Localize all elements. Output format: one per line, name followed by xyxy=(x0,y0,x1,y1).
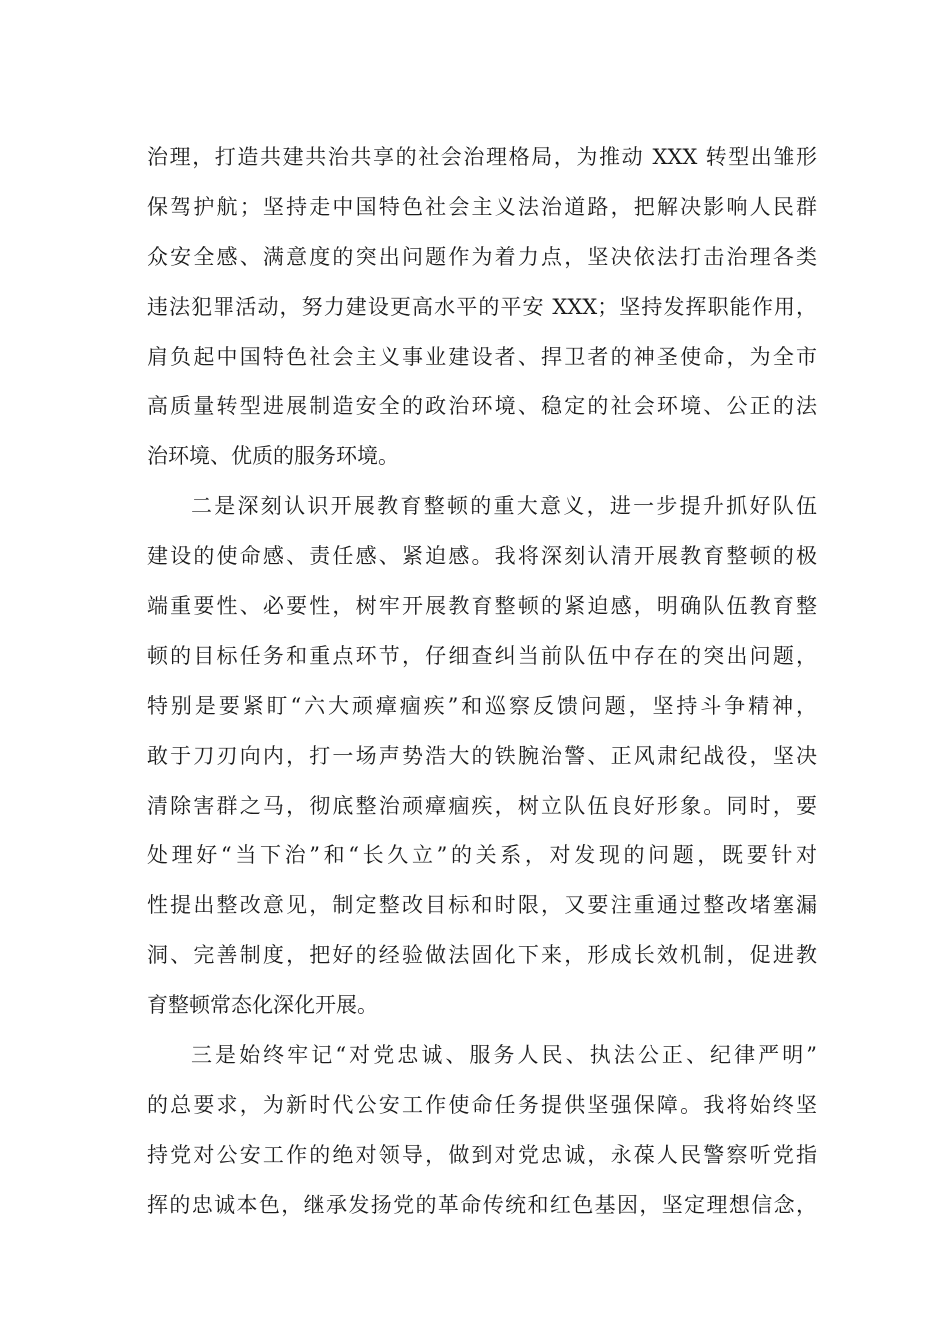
text-line: 违法犯罪活动，努力建设更高水平的平安 XXX；坚持发挥职能作用， xyxy=(147,294,817,319)
text-line: 特别是要紧盯“六大顽瘴痼疾”和巡察反馈问题，坚持斗争精神， xyxy=(147,693,817,718)
text-line: 众安全感、满意度的突出问题作为着力点，坚决依法打击治理各类 xyxy=(147,244,817,269)
body-text xyxy=(147,133,817,1231)
text-line: 保驾护航；坚持走中国特色社会主义法治道路，把解决影响人民群 xyxy=(147,194,817,219)
text-line: 敢于刀刃向内，打一场声势浩大的铁腕治警、正风肃纪战役，坚决 xyxy=(147,743,817,768)
text-line: 处理好“当下治”和“长久立”的关系，对发现的问题，既要针对 xyxy=(147,843,817,868)
text-line: 的总要求，为新时代公安工作使命任务提供坚强保障。我将始终坚 xyxy=(147,1092,817,1117)
text-line: 挥的忠诚本色，继承发扬党的革命传统和红色基因，坚定理想信念， xyxy=(147,1192,817,1217)
text-line: 持党对公安工作的绝对领导，做到对党忠诚，永葆人民警察听党指 xyxy=(147,1142,817,1167)
text-line: 肩负起中国特色社会主义事业建设者、捍卫者的神圣使命，为全市 xyxy=(147,344,817,369)
text-line: 端重要性、必要性，树牢开展教育整顿的紧迫感，明确队伍教育整 xyxy=(147,594,817,619)
text-line: 育整顿常态化深化开展。 xyxy=(147,993,378,1018)
paragraph-first-line: 二是深刻认识开展教育整顿的重大意义，进一步提升抓好队伍 xyxy=(191,494,817,519)
text-line: 高质量转型进展制造安全的政治环境、稳定的社会环境、公正的法 xyxy=(147,394,817,419)
text-line: 洞、完善制度，把好的经验做法固化下来，形成长效机制，促进教 xyxy=(147,943,817,968)
text-line: 顿的目标任务和重点环节，仔细查纠当前队伍中存在的突出问题， xyxy=(147,643,817,668)
text-line: 治环境、优质的服务环境。 xyxy=(147,444,399,469)
text-line: 治理，打造共建共治共享的社会治理格局，为推动 XXX 转型出雏形 xyxy=(147,145,817,169)
text-line: 建设的使命感、责任感、紧迫感。我将深刻认清开展教育整顿的极 xyxy=(147,544,817,569)
text-line: 清除害群之马，彻底整治顽瘴痼疾，树立队伍良好形象。同时，要 xyxy=(147,793,817,818)
text-line: 性提出整改意见，制定整改目标和时限，又要注重通过整改堵塞漏 xyxy=(147,893,817,918)
paragraph-first-line: 三是始终牢记“对党忠诚、服务人民、执法公正、纪律严明” xyxy=(191,1043,817,1068)
